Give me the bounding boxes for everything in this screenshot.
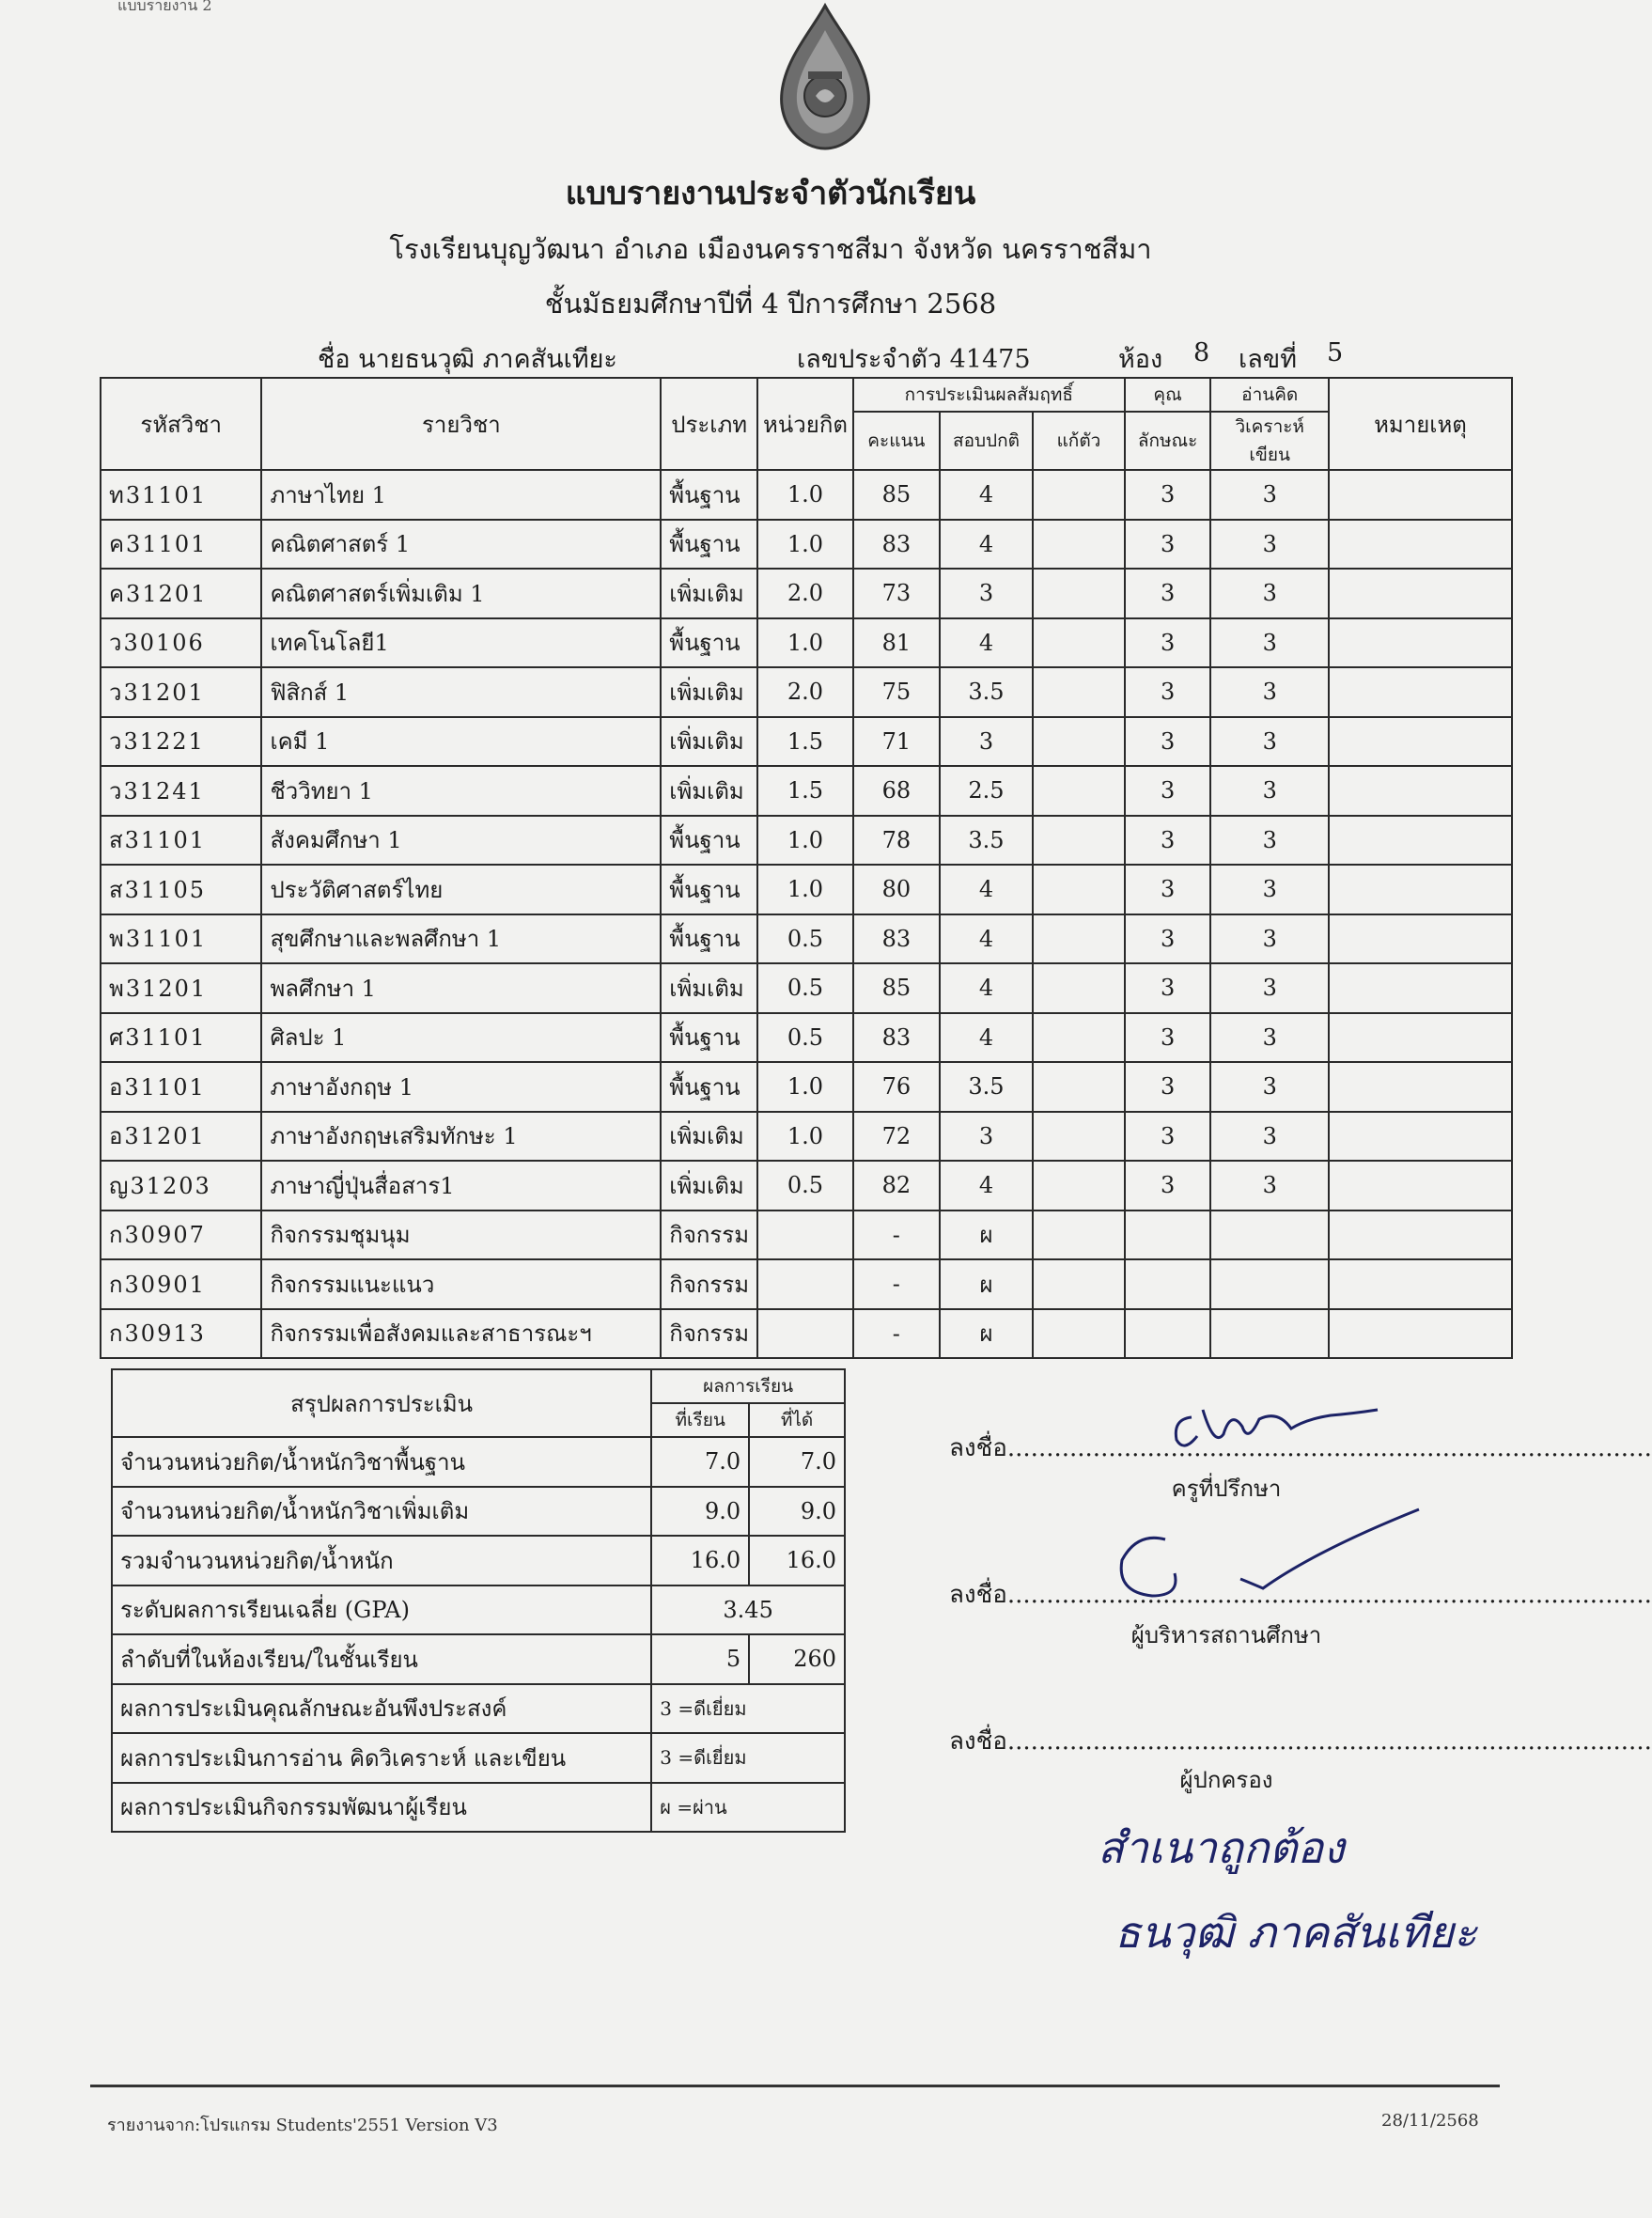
cell-char: 3 bbox=[1125, 569, 1211, 618]
cell-credit bbox=[757, 1309, 853, 1359]
cell-code: อ31101 bbox=[101, 1062, 261, 1112]
cell-credit: 1.0 bbox=[757, 1062, 853, 1112]
cell-remark bbox=[1329, 963, 1512, 1013]
cell-read: 3 bbox=[1210, 618, 1328, 668]
student-name: ชื่อ นายธนวุฒิ ภาคสันเทียะ bbox=[318, 345, 617, 374]
cell-type: พื้นฐาน bbox=[661, 470, 757, 520]
cell-subject: พลศึกษา 1 bbox=[261, 963, 661, 1013]
cell-char: 3 bbox=[1125, 865, 1211, 914]
summary-row bbox=[112, 1536, 845, 1585]
header-read-b: วิเคราะห์เขียน bbox=[1210, 412, 1328, 470]
cell-type: เพิ่มเติม bbox=[661, 569, 757, 618]
cell-read bbox=[1210, 1259, 1328, 1309]
cell-type: เพิ่มเติม bbox=[661, 766, 757, 816]
cell-code: ส31101 bbox=[101, 816, 261, 866]
grade-row bbox=[101, 914, 1512, 964]
cell-code: พ31201 bbox=[101, 963, 261, 1013]
cell-code: ว31201 bbox=[101, 667, 261, 717]
cell-read: 3 bbox=[1210, 816, 1328, 866]
grade-row bbox=[101, 1309, 1512, 1359]
cell-char: 3 bbox=[1125, 1013, 1211, 1063]
cell-normal: 3 bbox=[940, 569, 1033, 618]
cell-char bbox=[1125, 1309, 1211, 1359]
cell-char: 3 bbox=[1125, 667, 1211, 717]
cell-score: 85 bbox=[853, 470, 940, 520]
cell-type: เพิ่มเติม bbox=[661, 963, 757, 1013]
cell-char: 3 bbox=[1125, 816, 1211, 866]
cell-subject: กิจกรรมเพื่อสังคมและสาธารณะฯ bbox=[261, 1309, 661, 1359]
cell-score: 80 bbox=[853, 865, 940, 914]
summary-row bbox=[112, 1487, 845, 1537]
cell-normal: ผ bbox=[940, 1259, 1033, 1309]
cell-fix bbox=[1033, 470, 1125, 520]
grade-row bbox=[101, 569, 1512, 618]
cell-normal: ผ bbox=[940, 1211, 1033, 1260]
number-label: เลขที่ bbox=[1239, 345, 1298, 374]
cell-score: 75 bbox=[853, 667, 940, 717]
cell-score: - bbox=[853, 1259, 940, 1309]
cell-credit: 0.5 bbox=[757, 1013, 853, 1063]
role-advisor: ครูที่ปรึกษา bbox=[1171, 1476, 1282, 1502]
cell-fix bbox=[1033, 520, 1125, 570]
cell-type: พื้นฐาน bbox=[661, 1013, 757, 1063]
header-score: คะแนน bbox=[853, 412, 940, 470]
summary-title: สรุปผลการประเมิน bbox=[112, 1369, 651, 1437]
summary-value: 16.0 bbox=[749, 1536, 845, 1585]
cell-subject: ประวัติศาสตร์ไทย bbox=[261, 865, 661, 914]
cell-score: 76 bbox=[853, 1062, 940, 1112]
cell-read: 3 bbox=[1210, 1161, 1328, 1211]
gpa-value: 3.45 bbox=[651, 1585, 845, 1635]
cell-remark bbox=[1329, 470, 1512, 520]
summary-table bbox=[111, 1368, 846, 1833]
cell-type: เพิ่มเติม bbox=[661, 1161, 757, 1211]
cell-char: 3 bbox=[1125, 766, 1211, 816]
cell-subject: ภาษาอังกฤษเสริมทักษะ 1 bbox=[261, 1112, 661, 1162]
role-director: ผู้บริหารสถานศึกษา bbox=[1130, 1622, 1322, 1648]
cell-remark bbox=[1329, 618, 1512, 668]
grade-row bbox=[101, 1161, 1512, 1211]
cell-remark bbox=[1329, 1062, 1512, 1112]
cell-credit bbox=[757, 1259, 853, 1309]
cell-fix bbox=[1033, 816, 1125, 866]
cell-score: 78 bbox=[853, 816, 940, 866]
grade-row bbox=[101, 766, 1512, 816]
cell-code: ญ31203 bbox=[101, 1161, 261, 1211]
cell-remark bbox=[1329, 816, 1512, 866]
cell-normal: 4 bbox=[940, 963, 1033, 1013]
cell-char: 3 bbox=[1125, 618, 1211, 668]
cell-read bbox=[1210, 1309, 1328, 1359]
report-title: แบบรายงานประจำตัวนักเรียน bbox=[565, 175, 976, 212]
summary-label: ลำดับที่ในห้องเรียน/ในชั้นเรียน bbox=[112, 1634, 651, 1684]
cell-char bbox=[1125, 1259, 1211, 1309]
cell-read: 3 bbox=[1210, 1013, 1328, 1063]
cell-code: ว31241 bbox=[101, 766, 261, 816]
grade-row bbox=[101, 963, 1512, 1013]
cell-normal: 4 bbox=[940, 914, 1033, 964]
cell-fix bbox=[1033, 1211, 1125, 1260]
cell-subject: เคมี 1 bbox=[261, 717, 661, 767]
cell-fix bbox=[1033, 766, 1125, 816]
cell-remark bbox=[1329, 520, 1512, 570]
cell-fix bbox=[1033, 1259, 1125, 1309]
level-line: ชั้นมัธยมศึกษาปีที่ 4 ปีการศึกษา 2568 bbox=[544, 288, 997, 320]
cell-normal: 3 bbox=[940, 717, 1033, 767]
cell-credit: 0.5 bbox=[757, 963, 853, 1013]
cell-subject: เทคโนโลยี1 bbox=[261, 618, 661, 668]
cell-remark bbox=[1329, 914, 1512, 964]
cell-read: 3 bbox=[1210, 963, 1328, 1013]
summary-value: 3 =ดีเยี่ยม bbox=[651, 1733, 845, 1783]
grade-row bbox=[101, 1013, 1512, 1063]
grade-row bbox=[101, 1062, 1512, 1112]
cell-subject: ภาษาไทย 1 bbox=[261, 470, 661, 520]
header-remark: หมายเหตุ bbox=[1329, 378, 1512, 470]
cell-fix bbox=[1033, 1161, 1125, 1211]
cell-read: 3 bbox=[1210, 667, 1328, 717]
summary-row bbox=[112, 1437, 845, 1487]
cell-code: ว30106 bbox=[101, 618, 261, 668]
cell-char: 3 bbox=[1125, 1161, 1211, 1211]
cell-credit: 1.0 bbox=[757, 520, 853, 570]
grade-row bbox=[101, 865, 1512, 914]
advisor-signature-icon bbox=[1165, 1382, 1391, 1457]
cell-remark bbox=[1329, 1259, 1512, 1309]
cell-fix bbox=[1033, 569, 1125, 618]
summary-label: ระดับผลการเรียนเฉลี่ย (GPA) bbox=[112, 1585, 651, 1635]
cell-fix bbox=[1033, 618, 1125, 668]
cell-score: 73 bbox=[853, 569, 940, 618]
grade-row bbox=[101, 816, 1512, 866]
grade-row bbox=[101, 1211, 1512, 1260]
cell-normal: 2.5 bbox=[940, 766, 1033, 816]
cell-subject: ภาษาอังกฤษ 1 bbox=[261, 1062, 661, 1112]
cell-code: ค31201 bbox=[101, 569, 261, 618]
school-seal-icon bbox=[774, 2, 876, 152]
summary-value: 7.0 bbox=[749, 1437, 845, 1487]
cell-read: 3 bbox=[1210, 470, 1328, 520]
cell-score: 85 bbox=[853, 963, 940, 1013]
cell-fix bbox=[1033, 914, 1125, 964]
director-signature-icon bbox=[1109, 1494, 1428, 1617]
cell-score: 83 bbox=[853, 914, 940, 964]
cell-type: กิจกรรม bbox=[661, 1309, 757, 1359]
cell-type: พื้นฐาน bbox=[661, 520, 757, 570]
cell-fix bbox=[1033, 1062, 1125, 1112]
cell-fix bbox=[1033, 667, 1125, 717]
cell-code: พ31101 bbox=[101, 914, 261, 964]
footer-divider bbox=[90, 2085, 1500, 2087]
cell-subject: กิจกรรมแนะแนว bbox=[261, 1259, 661, 1309]
cell-credit: 1.0 bbox=[757, 816, 853, 866]
cell-normal: 3 bbox=[940, 1112, 1033, 1162]
cell-read: 3 bbox=[1210, 1112, 1328, 1162]
cell-read: 3 bbox=[1210, 914, 1328, 964]
cell-normal: 3.5 bbox=[940, 816, 1033, 866]
summary-value: 3 =ดีเยี่ยม bbox=[651, 1684, 845, 1734]
grade-row bbox=[101, 717, 1512, 767]
sign-line-director: ลงชื่อ................................................................................... bbox=[949, 1581, 1652, 1609]
cell-score: 72 bbox=[853, 1112, 940, 1162]
form-code: แบบรายงาน 2 bbox=[117, 0, 212, 14]
header-assessment: การประเมินผลสัมฤทธิ์ bbox=[853, 378, 1125, 412]
handwritten-name: ธนวุฒิ ภาคสันเทียะ bbox=[1114, 1907, 1477, 1958]
summary-row bbox=[112, 1634, 845, 1684]
cell-code: ก30901 bbox=[101, 1259, 261, 1309]
cell-char: 3 bbox=[1125, 1112, 1211, 1162]
summary-label: ผลการประเมินการอ่าน คิดวิเคราะห์ และเขียน bbox=[112, 1733, 651, 1783]
role-parent: ผู้ปกครอง bbox=[1179, 1767, 1273, 1793]
cell-code: ก30907 bbox=[101, 1211, 261, 1260]
cell-type: เพิ่มเติม bbox=[661, 1112, 757, 1162]
cell-code: อ31201 bbox=[101, 1112, 261, 1162]
cell-normal: ผ bbox=[940, 1309, 1033, 1359]
cell-normal: 3.5 bbox=[940, 1062, 1033, 1112]
cell-type: เพิ่มเติม bbox=[661, 667, 757, 717]
rank-class: 260 bbox=[749, 1634, 845, 1684]
cell-fix bbox=[1033, 963, 1125, 1013]
header-type: ประเภท bbox=[661, 378, 757, 470]
cell-score: 71 bbox=[853, 717, 940, 767]
header-read-a: อ่านคิด bbox=[1210, 378, 1328, 412]
cell-char: 3 bbox=[1125, 914, 1211, 964]
cell-normal: 4 bbox=[940, 1161, 1033, 1211]
cell-type: เพิ่มเติม bbox=[661, 717, 757, 767]
rank-room: 5 bbox=[651, 1634, 749, 1684]
grade-row bbox=[101, 1112, 1512, 1162]
cell-type: พื้นฐาน bbox=[661, 914, 757, 964]
cell-read: 3 bbox=[1210, 766, 1328, 816]
cell-remark bbox=[1329, 569, 1512, 618]
cell-credit bbox=[757, 1211, 853, 1260]
cell-code: ศ31101 bbox=[101, 1013, 261, 1063]
cell-code: ก30913 bbox=[101, 1309, 261, 1359]
cell-type: กิจกรรม bbox=[661, 1259, 757, 1309]
cell-char: 3 bbox=[1125, 520, 1211, 570]
summary-result-header: ผลการเรียน bbox=[651, 1369, 845, 1403]
cell-credit: 1.5 bbox=[757, 766, 853, 816]
cell-score: 81 bbox=[853, 618, 940, 668]
cell-subject: ศิลปะ 1 bbox=[261, 1013, 661, 1063]
cell-subject: กิจกรรมชุมนุม bbox=[261, 1211, 661, 1260]
cell-normal: 4 bbox=[940, 865, 1033, 914]
cell-type: พื้นฐาน bbox=[661, 618, 757, 668]
cell-credit: 1.0 bbox=[757, 618, 853, 668]
summary-row bbox=[112, 1733, 845, 1783]
cell-remark bbox=[1329, 1013, 1512, 1063]
cell-remark bbox=[1329, 667, 1512, 717]
cell-normal: 4 bbox=[940, 520, 1033, 570]
summary-row bbox=[112, 1783, 845, 1833]
summary-row bbox=[112, 1684, 845, 1734]
cell-score: 68 bbox=[853, 766, 940, 816]
summary-value: 7.0 bbox=[651, 1437, 749, 1487]
room-number: 8 bbox=[1193, 338, 1210, 367]
cell-credit: 1.0 bbox=[757, 1112, 853, 1162]
cell-score: - bbox=[853, 1309, 940, 1359]
cell-subject: ภาษาญี่ปุ่นสื่อสาร1 bbox=[261, 1161, 661, 1211]
cell-remark bbox=[1329, 1211, 1512, 1260]
cell-credit: 1.5 bbox=[757, 717, 853, 767]
cell-read: 3 bbox=[1210, 569, 1328, 618]
cell-subject: ชีววิทยา 1 bbox=[261, 766, 661, 816]
cell-normal: 4 bbox=[940, 470, 1033, 520]
footer-source: รายงานจาก:โปรแกรม Students'2551 Version V3 bbox=[107, 2116, 498, 2135]
cell-type: พื้นฐาน bbox=[661, 816, 757, 866]
cell-code: ว31221 bbox=[101, 717, 261, 767]
cell-type: พื้นฐาน bbox=[661, 1062, 757, 1112]
cell-char: 3 bbox=[1125, 470, 1211, 520]
summary-value: 9.0 bbox=[651, 1487, 749, 1537]
header-code: รหัสวิชา bbox=[101, 378, 261, 470]
cell-remark bbox=[1329, 1161, 1512, 1211]
cell-score: 82 bbox=[853, 1161, 940, 1211]
summary-label: ผลการประเมินคุณลักษณะอันพึงประสงค์ bbox=[112, 1684, 651, 1734]
grades-table bbox=[100, 377, 1513, 1359]
header-normal: สอบปกติ bbox=[940, 412, 1033, 470]
cell-score: 83 bbox=[853, 1013, 940, 1063]
cell-subject: คณิตศาสตร์ 1 bbox=[261, 520, 661, 570]
header-fix: แก้ตัว bbox=[1033, 412, 1125, 470]
cell-read bbox=[1210, 1211, 1328, 1260]
grade-row bbox=[101, 618, 1512, 668]
header-char-b: ลักษณะ bbox=[1125, 412, 1211, 470]
cell-subject: สังคมศึกษา 1 bbox=[261, 816, 661, 866]
school-line: โรงเรียนบุญวัฒนา อำเภอ เมืองนครราชสีมา จังหวัด นครราชสีมา bbox=[389, 233, 1152, 265]
cell-char: 3 bbox=[1125, 1062, 1211, 1112]
sign-line-parent: ลงชื่อ................................................................................... bbox=[949, 1727, 1652, 1756]
cell-remark bbox=[1329, 717, 1512, 767]
cell-code: ค31101 bbox=[101, 520, 261, 570]
room-label: ห้อง bbox=[1118, 345, 1163, 374]
cell-char: 3 bbox=[1125, 963, 1211, 1013]
summary-row bbox=[112, 1585, 845, 1635]
cell-normal: 3.5 bbox=[940, 667, 1033, 717]
cell-type: พื้นฐาน bbox=[661, 865, 757, 914]
cell-score: 83 bbox=[853, 520, 940, 570]
cell-fix bbox=[1033, 717, 1125, 767]
cell-read: 3 bbox=[1210, 520, 1328, 570]
seat-number: 5 bbox=[1327, 338, 1344, 367]
grade-row bbox=[101, 520, 1512, 570]
summary-col-got: ที่ได้ bbox=[749, 1403, 845, 1437]
cell-score: - bbox=[853, 1211, 940, 1260]
header-credit: หน่วยกิต bbox=[757, 378, 853, 470]
cell-credit: 0.5 bbox=[757, 1161, 853, 1211]
grade-row bbox=[101, 667, 1512, 717]
summary-label: ผลการประเมินกิจกรรมพัฒนาผู้เรียน bbox=[112, 1783, 651, 1833]
summary-col-study: ที่เรียน bbox=[651, 1403, 749, 1437]
header-char-a: คุณ bbox=[1125, 378, 1211, 412]
cell-credit: 2.0 bbox=[757, 667, 853, 717]
cell-fix bbox=[1033, 1112, 1125, 1162]
cell-read: 3 bbox=[1210, 717, 1328, 767]
cell-credit: 1.0 bbox=[757, 470, 853, 520]
cell-code: ท31101 bbox=[101, 470, 261, 520]
cell-credit: 0.5 bbox=[757, 914, 853, 964]
summary-value: 16.0 bbox=[651, 1536, 749, 1585]
grade-row bbox=[101, 1259, 1512, 1309]
cell-normal: 4 bbox=[940, 618, 1033, 668]
cell-code: ส31105 bbox=[101, 865, 261, 914]
student-id: เลขประจำตัว 41475 bbox=[797, 345, 1031, 374]
cell-char bbox=[1125, 1211, 1211, 1260]
summary-label: จำนวนหน่วยกิต/น้ำหนักวิชาพื้นฐาน bbox=[112, 1437, 651, 1487]
header-subject: รายวิชา bbox=[261, 378, 661, 470]
cell-remark bbox=[1329, 1309, 1512, 1359]
cell-credit: 2.0 bbox=[757, 569, 853, 618]
cell-subject: สุขศึกษาและพลศึกษา 1 bbox=[261, 914, 661, 964]
cell-read: 3 bbox=[1210, 865, 1328, 914]
cell-subject: คณิตศาสตร์เพิ่มเติม 1 bbox=[261, 569, 661, 618]
cell-subject: ฟิสิกส์ 1 bbox=[261, 667, 661, 717]
grade-row bbox=[101, 470, 1512, 520]
cell-remark bbox=[1329, 865, 1512, 914]
summary-label: รวมจำนวนหน่วยกิต/น้ำหนัก bbox=[112, 1536, 651, 1585]
cell-fix bbox=[1033, 865, 1125, 914]
cell-credit: 1.0 bbox=[757, 865, 853, 914]
cell-read: 3 bbox=[1210, 1062, 1328, 1112]
cell-fix bbox=[1033, 1309, 1125, 1359]
certified-copy-note: สำเนาถูกต้อง bbox=[1098, 1822, 1345, 1873]
cell-type: กิจกรรม bbox=[661, 1211, 757, 1260]
sign-line-advisor: ลงชื่อ................................................................................... bbox=[949, 1434, 1652, 1462]
summary-value: ผ =ผ่าน bbox=[651, 1783, 845, 1833]
summary-value: 9.0 bbox=[749, 1487, 845, 1537]
cell-char: 3 bbox=[1125, 717, 1211, 767]
cell-remark bbox=[1329, 766, 1512, 816]
cell-fix bbox=[1033, 1013, 1125, 1063]
footer-date: 28/11/2568 bbox=[1381, 2111, 1479, 2131]
summary-label: จำนวนหน่วยกิต/น้ำหนักวิชาเพิ่มเติม bbox=[112, 1487, 651, 1537]
cell-remark bbox=[1329, 1112, 1512, 1162]
cell-normal: 4 bbox=[940, 1013, 1033, 1063]
